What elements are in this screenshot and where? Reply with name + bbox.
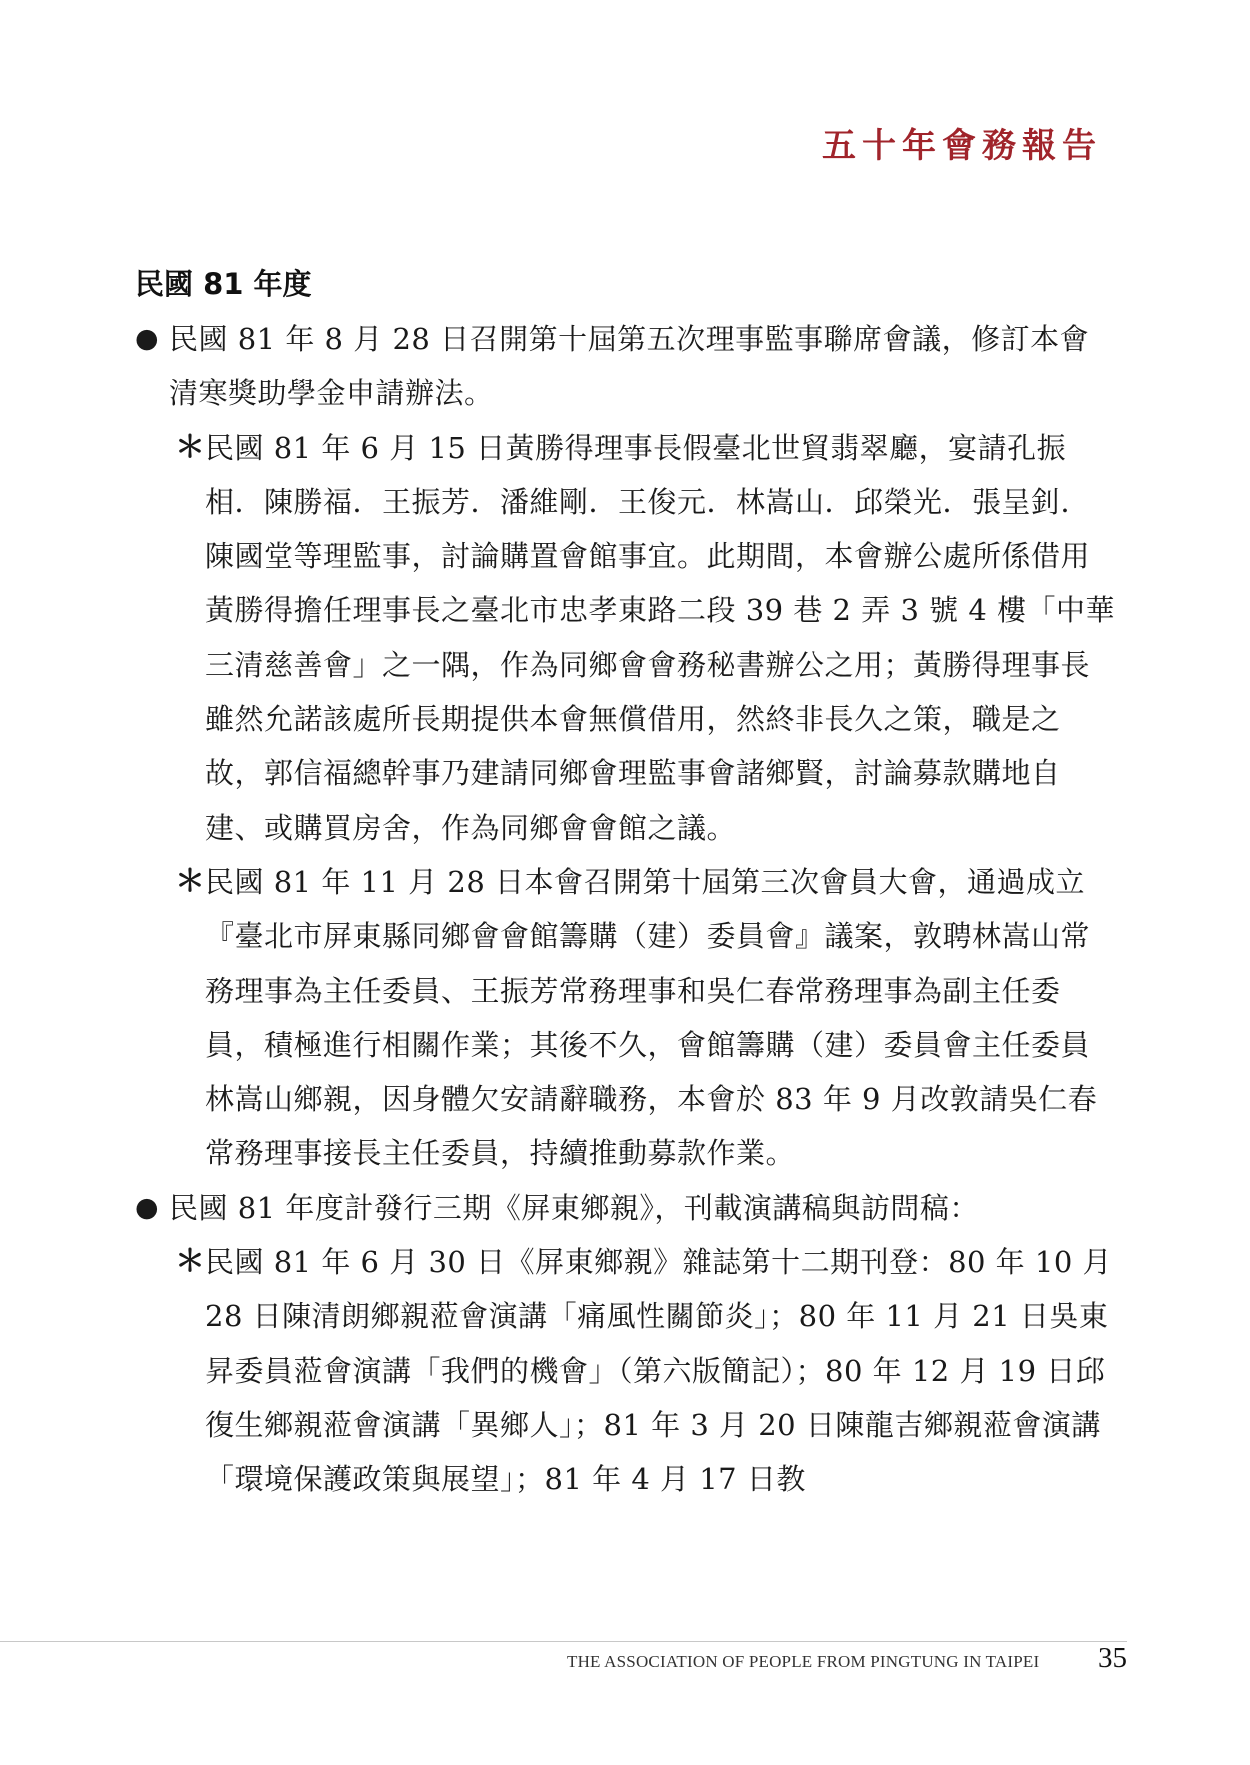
sub-item-text: 民國 81 年 6 月 30 日《屏東鄉親》雜誌第十二期刊登：80 年 10 月 28 日陳清朗鄉親蒞會演講「痛風性關節炎」；80 年 11 月 21 日吳東昇委員蒞會演講「我們的機會」（第六版簡記）；80 年 12 月 19 日邱復生鄉親蒞會演講「異鄉人」；81 年 3 月 20 日陳龍吉鄉親蒞會演講「環境保護政策與展望」；81 年 4 月 17 日教 xyxy=(205,1245,1113,1497)
bullet-item xyxy=(135,1181,1115,1235)
bullet-text: 民國 81 年 8 月 28 日召開第十屆第五次理事監事聯席會議，修訂本會清寒獎助學金申請辦法。 xyxy=(169,322,1090,411)
sub-item-text: 民國 81 年 6 月 15 日黃勝得理事長假臺北世貿翡翠廳，宴請孔振相．陳勝福．王振芳．潘維剛．王俊元．林嵩山．邱榮光．張呈釗．陳國堂等理監事，討論購置會館事宜。此期間，本會辦公處所係借用黃勝得擔任理事長之臺北市忠孝東路二段 39 巷 2 弄 3 號 4 樓「中華三清慈善會」之一隅，作為同鄉會會務秘書辦公之用；黃勝得理事長雖然允諾該處所長期提供本會無償借用，然終非長久之策，職是之故，郭信福總幹事乃建請同鄉會理監事會諸鄉賢，討論募款購地自建、或購買房舍，作為同鄉會會館之議。 xyxy=(205,430,1116,845)
bullet-icon: ● xyxy=(135,323,160,354)
asterisk-icon: ＊ xyxy=(175,1244,206,1280)
asterisk-icon: ＊ xyxy=(175,429,206,465)
bullet-text: 民國 81 年度計發行三期《屏東鄉親》，刊載演講稿與訪問稿： xyxy=(169,1190,979,1225)
section-heading: 民國 81 年度 xyxy=(135,267,312,301)
asterisk-icon: ＊ xyxy=(175,863,206,899)
page-number: 35 xyxy=(1098,1642,1127,1674)
running-header-title: 五十年會務報告 xyxy=(822,126,1102,166)
footer-divider xyxy=(0,1641,1127,1642)
sub-item xyxy=(135,855,1115,1181)
sub-item-text: 民國 81 年 11 月 28 日本會召開第十屆第三次會員大會，通過成立『臺北市屏東縣同鄉會會館籌購（建）委員會』議案，敦聘林嵩山常務理事為主任委員、王振芳常務理事和吳仁春常務理事為副主任委員，積極進行相關作業；其後不久，會館籌購（建）委員會主任委員林嵩山鄉親，因身體欠安請辭職務，本會於 83 年 9 月改敦請吳仁春常務理事接長主任委員，持續推動募款作業。 xyxy=(205,864,1098,1171)
bullet-item xyxy=(135,312,1115,421)
sub-item xyxy=(135,421,1115,855)
footer-publication-name: THE ASSOCIATION OF PEOPLE FROM PINGTUNG IN TAIPEI xyxy=(567,1652,1040,1671)
bullet-icon: ● xyxy=(135,1191,160,1223)
body-text xyxy=(135,312,1115,1507)
sub-item xyxy=(135,1235,1115,1506)
